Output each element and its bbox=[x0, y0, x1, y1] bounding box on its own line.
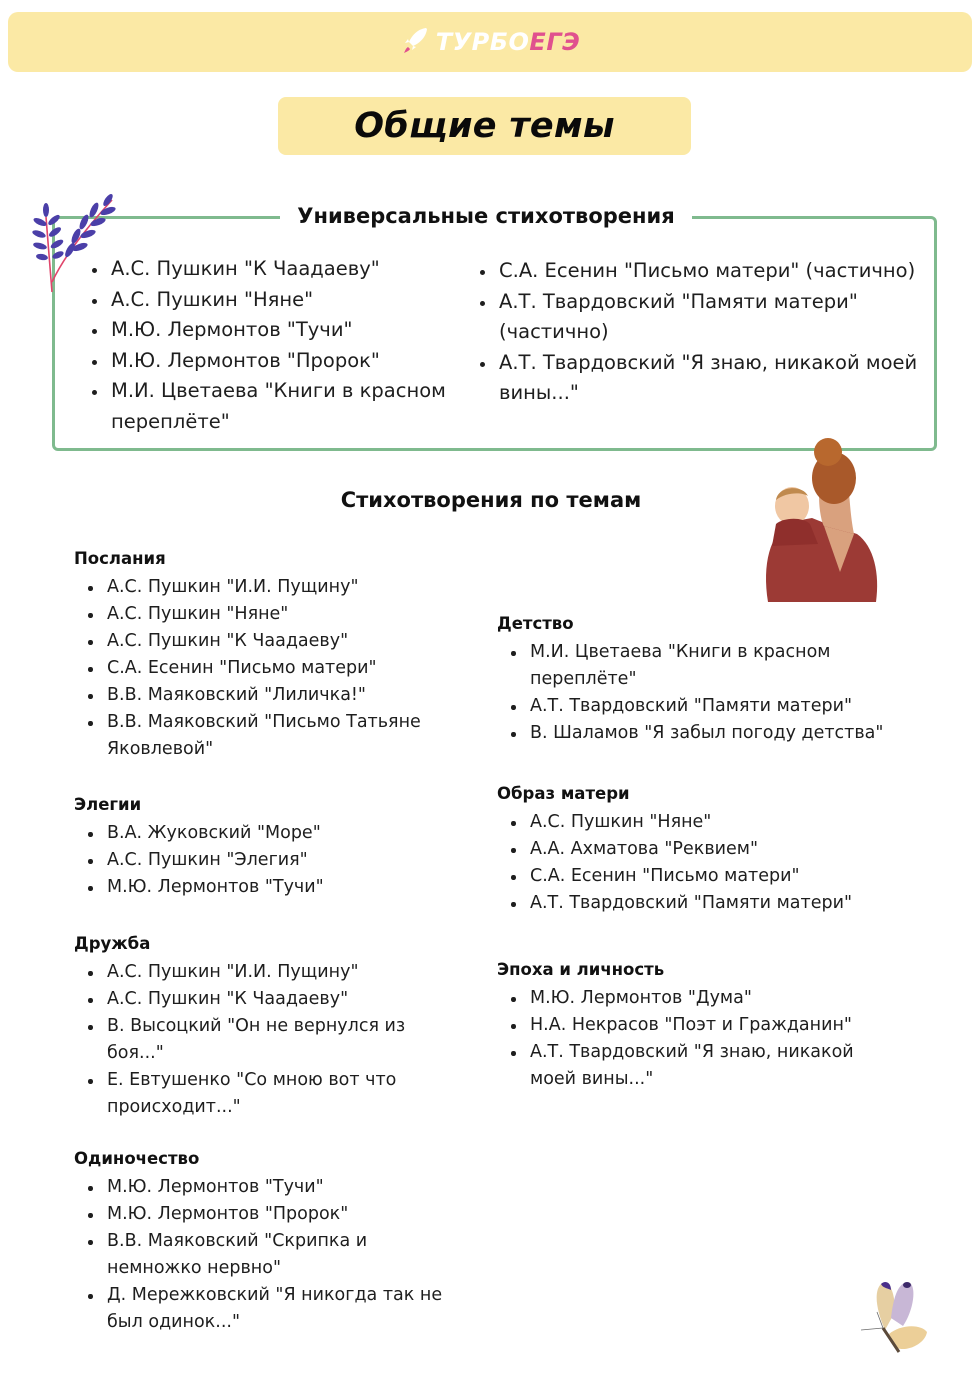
list-item: А.Т. Твардовский "Памяти матери" bbox=[497, 890, 897, 917]
list-item: В.В. Маяковский "Скрипка и немножко нервно" bbox=[74, 1228, 454, 1282]
list-item: В. Высоцкий "Он не вернулся из боя..." bbox=[74, 1013, 434, 1067]
list-item: С.А. Есенин "Письмо матери" bbox=[497, 863, 897, 890]
theme-elegii bbox=[74, 795, 454, 901]
list-item: Д. Мережковский "Я никогда так не был одинок..." bbox=[74, 1282, 454, 1336]
theme-detstvo bbox=[497, 614, 897, 747]
list-item: А.С. Пушкин "И.И. Пущину" bbox=[74, 574, 454, 601]
list-item: В. Шаламов "Я забыл погоду детства" bbox=[497, 720, 897, 747]
list-item: М.Ю. Лермонтов "Пророк" bbox=[88, 346, 458, 377]
list-item: А.Т. Твардовский "Я знаю, никакой моей вины..." bbox=[476, 348, 936, 409]
theme-druzhba bbox=[74, 934, 434, 1121]
logo[interactable] bbox=[400, 25, 580, 60]
theme-poslaniya bbox=[74, 549, 454, 763]
list-item: А.А. Ахматова "Реквием" bbox=[497, 836, 897, 863]
theme-odinochestvo bbox=[74, 1149, 454, 1336]
theme-heading: Одиночество bbox=[74, 1149, 200, 1168]
theme-heading: Дружба bbox=[74, 934, 151, 953]
list-item: В.В. Маяковский "Лиличка!" bbox=[74, 682, 454, 709]
list-item: А.С. Пушкин "И.И. Пущину" bbox=[74, 959, 434, 986]
universal-list-right bbox=[476, 256, 936, 409]
list-item: М.Ю. Лермонтов "Дума" bbox=[497, 985, 877, 1012]
universal-list-left bbox=[88, 254, 458, 437]
list-item: А.С. Пушкин "К Чаадаеву" bbox=[88, 254, 458, 285]
butterfly-icon bbox=[855, 1272, 935, 1358]
theme-heading: Эпоха и личность bbox=[497, 960, 665, 979]
page-title-box bbox=[278, 97, 691, 155]
list-item: А.С. Пушкин "Элегия" bbox=[74, 847, 454, 874]
list-item: Е. Евтушенко "Со мною вот что происходит..." bbox=[74, 1067, 434, 1121]
list-item: М.Ю. Лермонтов "Тучи" bbox=[74, 874, 454, 901]
list-item: А.Т. Твардовский "Я знаю, никакой моей вины..." bbox=[497, 1039, 877, 1093]
mother-with-child-illustration bbox=[762, 434, 880, 602]
list-item: А.Т. Твардовский "Памяти матери" (частично) bbox=[476, 287, 936, 348]
theme-epoha-i-lichnost bbox=[497, 960, 877, 1093]
header-bar bbox=[8, 12, 972, 72]
list-item: М.Ю. Лермонтов "Тучи" bbox=[88, 315, 458, 346]
list-item: С.А. Есенин "Письмо матери" bbox=[74, 655, 454, 682]
list-item: А.С. Пушкин "Няне" bbox=[497, 809, 897, 836]
themes-title: Стихотворения по темам bbox=[340, 488, 642, 512]
list-item: М.Ю. Лермонтов "Тучи" bbox=[74, 1174, 454, 1201]
list-item: А.С. Пушкин "К Чаадаеву" bbox=[74, 986, 434, 1013]
page-title: Общие темы bbox=[354, 106, 615, 146]
rocket-icon bbox=[400, 25, 430, 60]
logo-text-ege: ЕГЭ bbox=[529, 28, 581, 56]
list-item: В.А. Жуковский "Море" bbox=[74, 820, 454, 847]
lavender-branch-icon bbox=[28, 192, 120, 297]
list-item: С.А. Есенин "Письмо матери" (частично) bbox=[476, 256, 936, 287]
list-item: А.С. Пушкин "К Чаадаеву" bbox=[74, 628, 454, 655]
list-item: М.И. Цветаева "Книги в красном переплёте" bbox=[497, 639, 897, 693]
theme-heading: Послания bbox=[74, 549, 166, 568]
theme-heading: Образ матери bbox=[497, 784, 630, 803]
list-item: М.И. Цветаева "Книги в красном переплёте" bbox=[88, 376, 458, 437]
list-item: М.Ю. Лермонтов "Пророк" bbox=[74, 1201, 454, 1228]
theme-obraz-materi bbox=[497, 784, 897, 917]
list-item: А.С. Пушкин "Няне" bbox=[88, 285, 458, 316]
logo-text-turbo: ТУРБО bbox=[435, 28, 530, 56]
list-item: А.Т. Твардовский "Памяти матери" bbox=[497, 693, 897, 720]
universal-poems-title: Универсальные стихотворения bbox=[280, 200, 692, 232]
theme-heading: Детство bbox=[497, 614, 574, 633]
list-item: А.С. Пушкин "Няне" bbox=[74, 601, 454, 628]
theme-heading: Элегии bbox=[74, 795, 142, 814]
list-item: В.В. Маяковский "Письмо Татьяне Яковлевой" bbox=[74, 709, 454, 763]
list-item: Н.А. Некрасов "Поэт и Гражданин" bbox=[497, 1012, 877, 1039]
